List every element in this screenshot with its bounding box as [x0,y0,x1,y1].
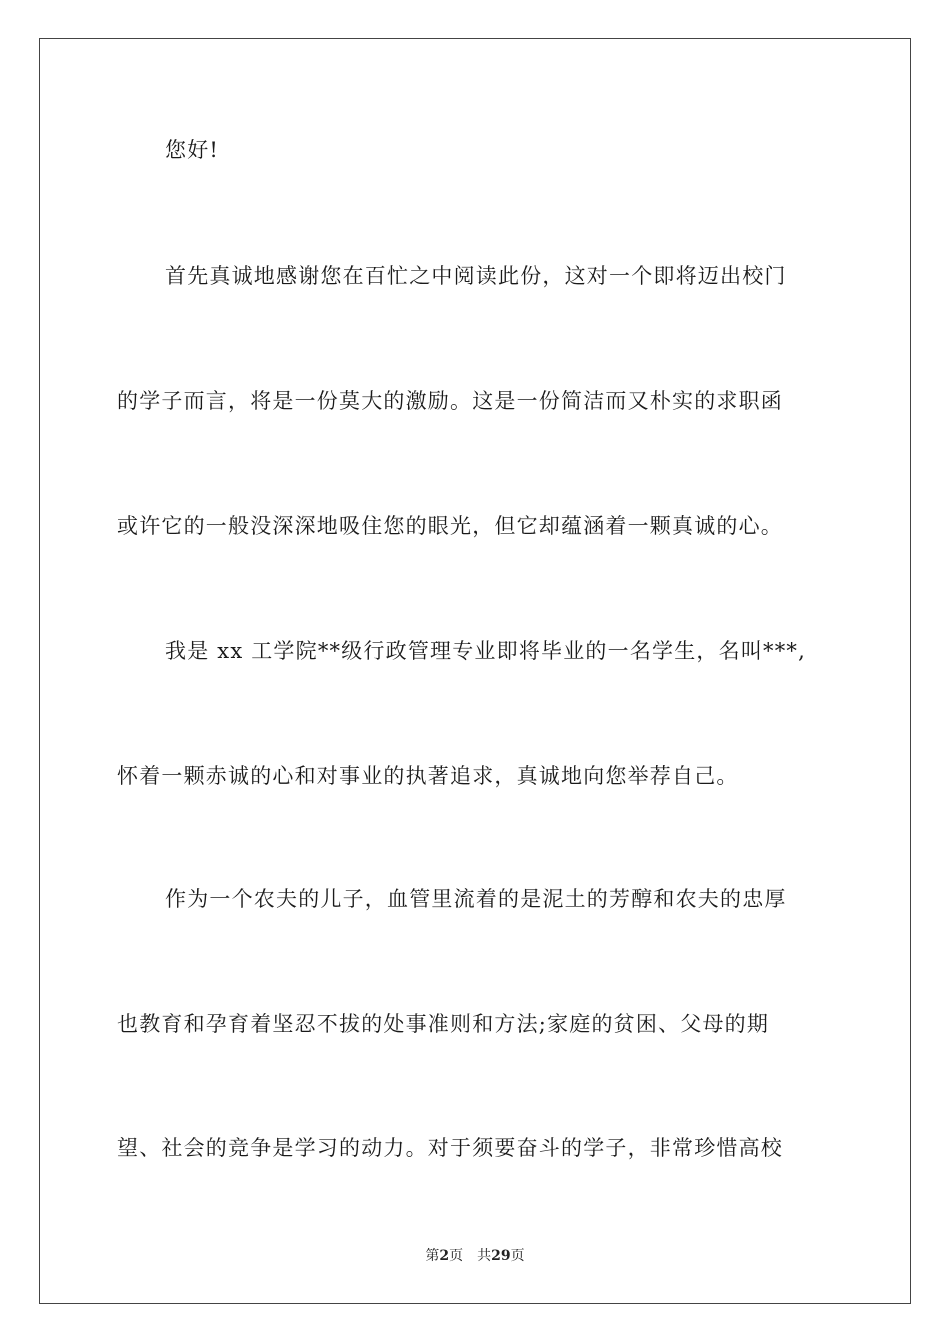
page-prefix: 第 [425,1248,440,1264]
total-prefix: 共 [477,1248,492,1264]
paragraph-line: 怀着一颗赤诚的心和对事业的执著追求，真诚地向您举荐自己。 [117,764,739,788]
total-suffix: 页 [510,1248,525,1264]
paragraph-line: 望、社会的竞争是学习的动力。对于须要奋斗的学子，非常珍惜高校 [117,1136,783,1160]
paragraph-line: 或许它的一般没深深地吸住您的眼光，但它却蕴涵着一颗真诚的心。 [117,514,783,538]
paragraph-line: 我是 xx 工学院**级行政管理专业即将毕业的一名学生，名叫***, [165,639,807,663]
paragraph-line: 也教育和孕育着坚忍不拔的处事准则和方法;家庭的贫困、父母的期 [117,1012,770,1036]
total-pages: 29 [491,1248,511,1264]
paragraph-line: 首先真诚地感谢您在百忙之中阅读此份，这对一个即将迈出校门 [165,264,787,288]
greeting-line: 您好! [165,138,220,162]
paragraph-line: 作为一个农夫的儿子，血管里流着的是泥土的芳醇和农夫的忠厚 [165,887,787,911]
page-border [39,38,911,1304]
page-suffix: 页 [449,1248,464,1264]
paragraph-line: 的学子而言，将是一份莫大的激励。这是一份简洁而又朴实的求职函 [117,389,783,413]
page-number: 2 [439,1248,450,1264]
page-footer [0,1247,950,1265]
